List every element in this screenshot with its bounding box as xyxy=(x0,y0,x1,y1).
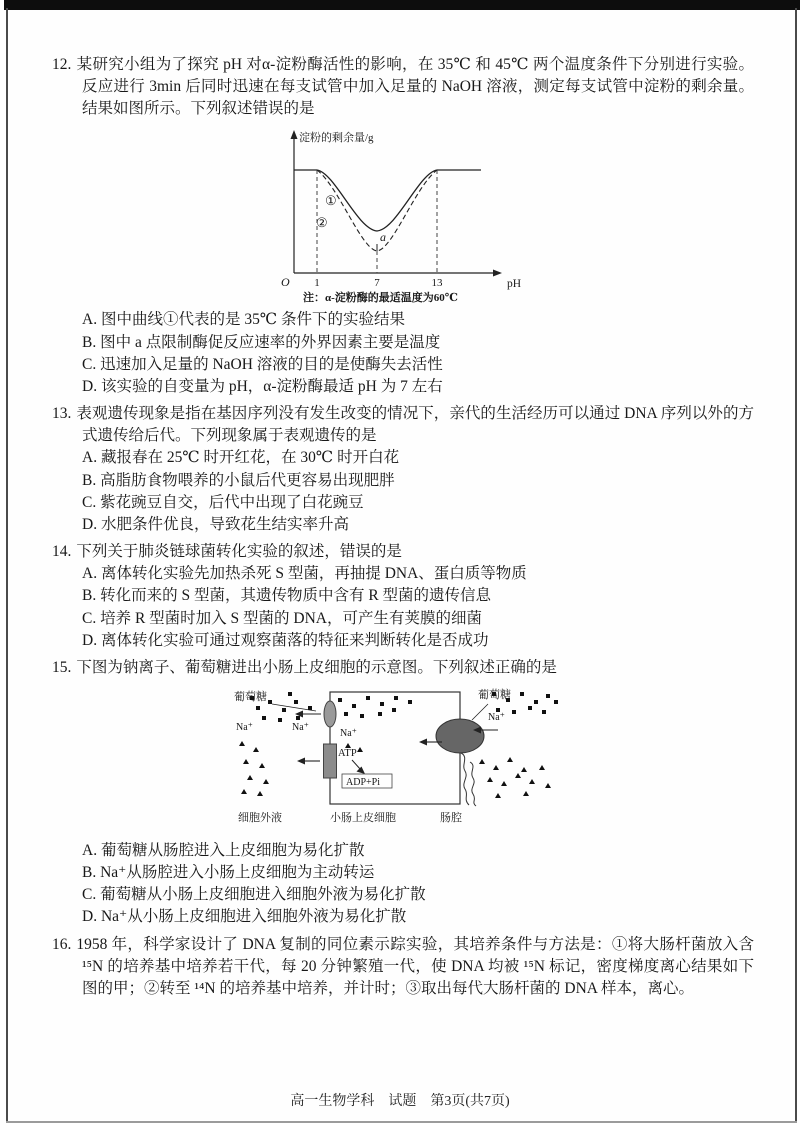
sodium-label: Na⁺ xyxy=(292,721,309,733)
option-d: D. 水肥条件优良，导致花生结实率升高 xyxy=(82,515,349,533)
question-14 xyxy=(52,541,754,652)
adp-label: ADP+Pi xyxy=(346,776,380,788)
page-border-left xyxy=(6,8,8,1122)
question-14-stem xyxy=(52,541,754,563)
chart-note: 注：α-淀粉酶的最适温度为60℃ xyxy=(303,292,458,305)
glucose-right-pointer xyxy=(472,704,488,720)
extracellular-fluid-label: 细胞外液 xyxy=(238,811,282,824)
sodium-label: Na⁺ xyxy=(340,727,357,739)
option-b: B. 图中 a 点限制酶促反应速率的外界因素主要是温度 xyxy=(82,333,441,351)
option-a: A. 图中曲线①代表的是 35℃ 条件下的实验结果 xyxy=(82,311,406,329)
question-text: 1958 年，科学家设计了 DNA 复制的同位素示踪实验，其培养条件与方法是：①将大肠杆菌放入含 ¹⁵N 的培养基中培养若干代，每 20 分钟繁殖一代，使 DNA 均被 ¹⁵N 标记，密度梯度离心结果如下图的甲；②转至 ¹⁴N 的培养基中培养，并计时；③取出每代大肠杆菌的 DNA 样本，离心。 xyxy=(76,935,754,997)
option-a: A. 离体转化实验先加热杀死 S 型菌，再抽提 DNA、蛋白质等物质 xyxy=(82,565,527,583)
question-number: 12. xyxy=(52,56,72,73)
sodium-label: Na⁺ xyxy=(488,711,505,723)
question-12 xyxy=(52,54,754,398)
question-text: 某研究小组为了探究 pH 对α-淀粉酶活性的影响，在 35℃ 和 45℃ 两个温度条件下分别进行实验。反应进行 3min 后同时迅速在每支试管中加入足量的 NaOH 溶液，测定每支试管中淀粉的剩余量。结果如图所示。下列叙述错误的是 xyxy=(76,56,754,118)
curve-1-label: ① xyxy=(325,193,337,209)
option-d: D. 该实验的自变量为 pH，α-淀粉酶最适 pH 为 7 左右 xyxy=(82,377,443,395)
option-b: B. 转化而来的 S 型菌，其遗传物质中含有 R 型菌的遗传信息 xyxy=(82,587,492,605)
glucose-molecule-markers xyxy=(250,692,558,722)
question-text: 下图为钠离子、葡萄糖进出小肠上皮细胞的示意图。下列叙述正确的是 xyxy=(76,658,557,676)
option-c: C. 葡萄糖从小肠上皮细胞进入细胞外液为易化扩散 xyxy=(82,886,426,904)
question-15 xyxy=(52,657,754,929)
sodium-potassium-pump xyxy=(324,744,337,778)
q12-ph-activity-chart xyxy=(269,125,537,305)
page-footer: 高一生物学科 试题 第3页(共7页) xyxy=(290,1094,510,1109)
question-number: 16. xyxy=(52,935,72,953)
question-text: 表观遗传现象是指在基因序列没有发生改变的情况下，亲代的生活经历可以通过 DNA 序列以外的方式遗传给后代。下列现象属于表观遗传的是 xyxy=(76,405,754,445)
question-16-stem xyxy=(52,934,754,1000)
question-number: 14. xyxy=(52,543,72,561)
exam-content xyxy=(52,54,754,1005)
question-number: 15. xyxy=(52,658,72,676)
x-tick-7: 7 xyxy=(374,277,380,290)
option-b: B. 高脂肪食物喂养的小鼠后代更容易出现肥胖 xyxy=(82,471,395,489)
figure-q15 xyxy=(52,684,754,836)
curve-2-label: ② xyxy=(316,215,328,231)
origin-label: O xyxy=(281,275,290,290)
sodium-pump-arrowhead xyxy=(297,757,305,764)
option-d: D. 离体转化实验可通过观察菌落的特征来判断转化是否成功 xyxy=(82,631,489,649)
figure-q12 xyxy=(52,125,754,305)
page-border-bottom xyxy=(6,1121,797,1123)
page-border-top xyxy=(4,0,800,10)
page-border-right xyxy=(795,8,797,1123)
y-axis-arrow xyxy=(291,130,298,139)
question-12-stem xyxy=(52,54,754,120)
x-tick-13: 13 xyxy=(431,277,443,290)
microvilli-squiggle xyxy=(461,753,469,805)
glucose-left-label: 葡萄糖 xyxy=(234,690,267,703)
option-a: A. 藏报春在 25℃ 时开红花，在 30℃ 时开白花 xyxy=(82,449,400,467)
option-a: A. 葡萄糖从肠腔进入上皮细胞为易化扩散 xyxy=(82,841,365,859)
atp-arrowhead xyxy=(357,766,366,774)
question-16 xyxy=(52,934,754,1000)
question-number: 13. xyxy=(52,405,72,423)
sodium-ion-markers xyxy=(239,741,551,798)
atp-label: ATP xyxy=(338,747,357,759)
sodium-glucose-cotransporter xyxy=(436,719,484,753)
epithelial-cell-label: 小肠上皮细胞 xyxy=(330,811,396,824)
question-15-stem xyxy=(52,657,754,679)
curve-2 xyxy=(317,170,437,251)
glucose-right-label: 葡萄糖 xyxy=(478,688,511,701)
question-13-stem xyxy=(52,403,754,447)
x-axis-label: pH xyxy=(507,278,522,291)
x-axis-arrow xyxy=(493,270,502,277)
option-c: C. 迅速加入足量的 NaOH 溶液的目的是使酶失去活性 xyxy=(82,355,443,373)
intestinal-lumen-label: 肠腔 xyxy=(440,811,462,824)
cytoplasm-entry-arrowhead xyxy=(419,738,427,745)
y-axis-label: 淀粉的剩余量/g xyxy=(299,132,374,145)
option-c: C. 培养 R 型菌时加入 S 型菌的 DNA，可产生有荚膜的细菌 xyxy=(82,609,483,627)
question-text: 下列关于肺炎链球菌转化实验的叙述，错误的是 xyxy=(76,543,402,561)
microvilli-squiggle xyxy=(470,762,476,806)
x-tick-1: 1 xyxy=(314,277,320,290)
sodium-label: Na⁺ xyxy=(236,721,253,733)
point-a-label: a xyxy=(380,230,386,245)
question-13 xyxy=(52,403,754,536)
option-d: D. Na⁺从小肠上皮细胞进入细胞外液为易化扩散 xyxy=(82,908,407,926)
option-c: C. 紫花豌豆自交，后代中出现了白花豌豆 xyxy=(82,493,364,511)
q15-cell-transport-diagram xyxy=(230,684,576,836)
option-b: B. Na⁺从肠腔进入小肠上皮细胞为主动转运 xyxy=(82,864,375,882)
glucose-carrier-protein xyxy=(324,701,336,727)
